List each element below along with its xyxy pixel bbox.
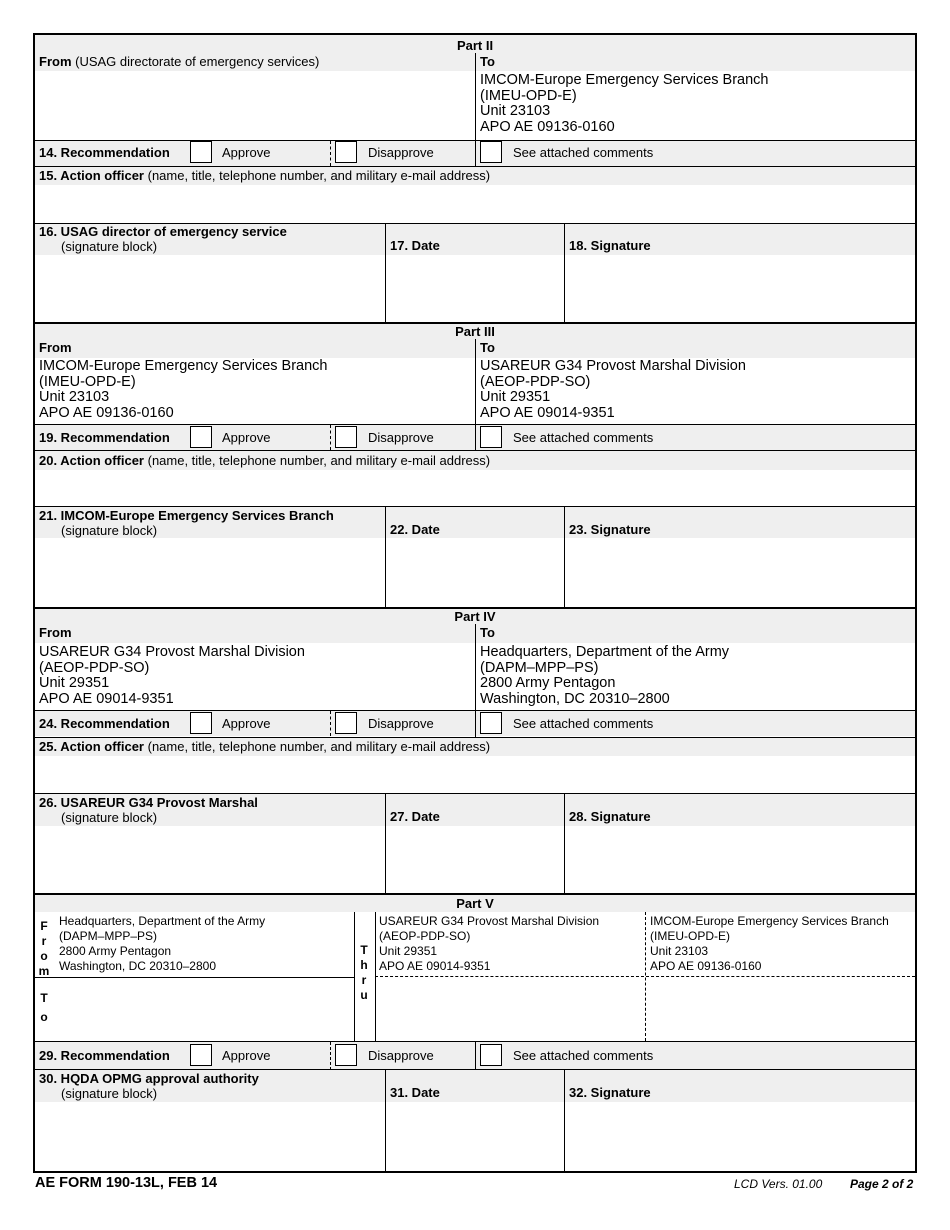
approve-label-29: Approve: [222, 1048, 271, 1063]
part2-from-label: From (USAG directorate of emergency services): [39, 54, 320, 69]
part5-title: Part V: [456, 896, 494, 911]
disapprove-label-14: Disapprove: [368, 145, 434, 160]
dir-26-sigblock: (signature block): [61, 810, 158, 825]
to-vertical-label: T o: [40, 991, 48, 1024]
part5-thru1-address: USAREUR G34 Provost Marshal Division (AEOP-PDP-SO) Unit 29351 APO AE 09014-9351: [379, 914, 600, 973]
approve-label-19: Approve: [222, 430, 271, 445]
approve-label-14: Approve: [222, 145, 271, 160]
approve-label-24: Approve: [222, 716, 271, 731]
disapprove-label-29: Disapprove: [368, 1048, 434, 1063]
disapprove-label-19: Disapprove: [368, 430, 434, 445]
part4-from-address: USAREUR G34 Provost Marshal Division (AEOP-PDP-SO) Unit 29351 APO AE 09014-9351: [39, 644, 305, 707]
disapprove-label-24: Disapprove: [368, 716, 434, 731]
page-number: Page 2 of 2: [850, 1177, 914, 1191]
sig-28-label: 28. Signature: [569, 809, 651, 824]
dir-21-sigblock: (signature block): [61, 523, 158, 538]
part2-to-label: To: [480, 54, 495, 69]
part2-to-address: IMCOM-Europe Emergency Services Branch (IMEU-OPD-E) Unit 23103 APO AE 09136-0160: [480, 72, 769, 135]
part2-title: Part II: [456, 38, 494, 53]
date-17-label: 17. Date: [390, 238, 440, 253]
dir-26-label: 26. USAREUR G34 Provost Marshal: [39, 795, 258, 810]
see-comments-label-29: See attached comments: [513, 1048, 654, 1063]
rec-29-label: 29. Recommendation: [39, 1048, 170, 1063]
rec-19-label: 19. Recommendation: [39, 430, 170, 445]
dir-16-sigblock: (signature block): [61, 239, 158, 254]
part3-from-address: IMCOM-Europe Emergency Services Branch (IMEU-OPD-E) Unit 23103 APO AE 09136-0160: [39, 358, 328, 421]
from-vertical-label: F r o m: [38, 919, 50, 978]
sig-23-label: 23. Signature: [569, 522, 651, 537]
rec-14-label: 14. Recommendation: [39, 145, 170, 160]
see-comments-label-14: See attached comments: [513, 145, 654, 160]
part3-to-address: USAREUR G34 Provost Marshal Division (AEOP-PDP-SO) Unit 29351 APO AE 09014-9351: [480, 358, 746, 421]
sig-32-label: 32. Signature: [569, 1085, 651, 1100]
date-27-label: 27. Date: [390, 809, 440, 824]
form-frame: [33, 33, 917, 1173]
part4-from-label: From: [39, 625, 72, 640]
dir-21-label: 21. IMCOM-Europe Emergency Services Branch: [39, 508, 334, 523]
part4-to-label: To: [480, 625, 495, 640]
ao-20-label: 20. Action officer (name, title, telephone number, and military e-mail address): [39, 453, 491, 468]
date-31-label: 31. Date: [390, 1085, 440, 1100]
part4-title: Part IV: [454, 609, 496, 624]
part5-from-address: Headquarters, Department of the Army (DAPM–MPP–PS) 2800 Army Pentagon Washington, DC 20310–2800: [59, 914, 266, 973]
lcd-version: LCD Vers. 01.00: [734, 1177, 823, 1191]
thru-vertical-label: T h r u: [360, 943, 368, 1002]
date-22-label: 22. Date: [390, 522, 440, 537]
part3-from-label: From: [39, 340, 72, 355]
part5-thru2-address: IMCOM-Europe Emergency Services Branch (IMEU-OPD-E) Unit 23103 APO AE 09136-0160: [650, 914, 889, 973]
part3-to-label: To: [480, 340, 495, 355]
see-comments-label-19: See attached comments: [513, 430, 654, 445]
dir-16-label: 16. USAG director of emergency service: [39, 224, 287, 239]
sig-18-label: 18. Signature: [569, 238, 651, 253]
form-id: AE FORM 190-13L, FEB 14: [35, 1175, 218, 1191]
dir-30-label: 30. HQDA OPMG approval authority: [39, 1071, 259, 1086]
ao-15-label: 15. Action officer (name, title, telephone number, and military e-mail address): [39, 168, 491, 183]
part3-title: Part III: [455, 324, 495, 339]
dir-30-sigblock: (signature block): [61, 1086, 158, 1101]
see-comments-label-24: See attached comments: [513, 716, 654, 731]
rec-24-label: 24. Recommendation: [39, 716, 170, 731]
ao-25-label: 25. Action officer (name, title, telephone number, and military e-mail address): [39, 739, 491, 754]
part4-to-address: Headquarters, Department of the Army (DAPM–MPP–PS) 2800 Army Pentagon Washington, DC 20310–2800: [480, 644, 730, 707]
